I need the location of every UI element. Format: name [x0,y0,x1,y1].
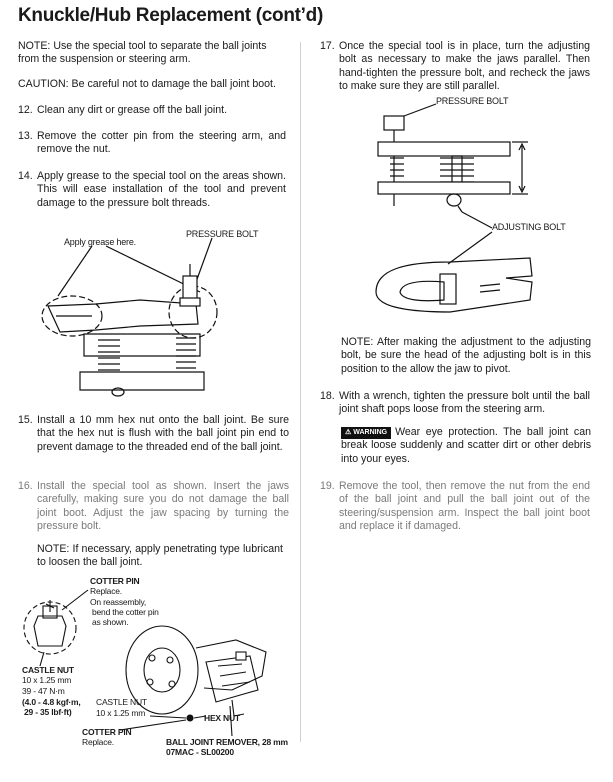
step-number: 16. [18,480,33,492]
cotter-pin-title: COTTER PIN [90,576,140,586]
note-adjusting-bolt: NOTE: After making the adjustment to the adjusting bolt, be sure the head of the adjusting bolt is in this position to the allow the jaw to pivot. [341,336,591,375]
step-text: Remove the tool, then remove the nut from the end of the ball joint and pull the ball joint out of the steering/suspension arm. Inspect the ball joint boot and replace it if damaged. [339,480,590,533]
apply-grease-label: Apply grease here. [64,237,136,247]
step-text: Remove the cotter pin from the steering arm, and remove the nut. [37,130,286,156]
step-number: 13. [18,130,33,142]
cotter-pin-replace: Replace. [90,586,122,596]
torque-lbfft: 29 - 35 lbf·ft) [24,707,72,717]
torque-nm: 39 - 47 N·m [22,686,65,696]
cotter-pin-2-replace: Replace. [82,737,114,747]
note-lubricant: NOTE: If necessary, apply penetrating type lubricant to loosen the ball joint. [37,543,283,569]
castle-nut-2-size: 10 x 1.25 mm [96,708,146,718]
step-number: 19. [320,480,335,492]
caution-boot: CAUTION: Be careful not to damage the ball joint boot. [18,78,276,90]
remover-part-number: 07MAC - SL00200 [166,747,234,757]
step-number: 15. [18,414,33,426]
castle-nut-size: 10 x 1.25 mm [22,675,72,685]
reassembly-line-1: On reassembly, [90,597,147,607]
step-text: Clean any dirt or grease off the ball joint. [37,104,228,116]
note-special-tool: NOTE: Use the special tool to separate the ball joints from the suspension or steering arm. [18,40,267,66]
page-title: Knuckle/Hub Replacement (cont’d) [18,5,323,26]
torque-kgfm: (4.0 - 4.8 kgf·m, [22,697,81,707]
pressure-bolt-label: PRESSURE BOLT [186,229,259,239]
hex-nut-label: HEX NUT [204,713,240,723]
step-number: 12. [18,104,33,116]
warning-text: Wear eye protection. The ball joint can break loose suddenly and scatter dirt or other debris into your eyes. [341,426,591,465]
castle-nut-title: CASTLE NUT [22,665,74,675]
step-text: With a wrench, tighten the pressure bolt until the ball joint shaft pops loose from the steering arm. [339,390,590,416]
castle-nut-2-title: CASTLE NUT [96,697,147,707]
reassembly-line-3: as shown. [92,617,129,627]
step-number: 18. [320,390,335,402]
cotter-pin-2-title: COTTER PIN [82,727,132,737]
adjusting-bolt-label: ADJUSTING BOLT [492,222,566,232]
reassembly-line-2: bend the cotter pin [92,607,159,617]
step-text: Apply grease to the special tool on the areas shown. This will ease installation of the tool and prevent damage to the pressure bolt threads. [37,170,286,209]
remover-name: BALL JOINT REMOVER, 28 mm [166,737,288,747]
step-text: Install the special tool as shown. Insert the jaws carefully, making sure you do not damage the ball joint boot. Adjust the jaw spacing by turning the pressure bolt. [37,480,289,533]
warning-badge-text: WARNING [353,429,388,436]
pressure-bolt-label-2: PRESSURE BOLT [436,96,509,106]
step-text: Install a 10 mm hex nut onto the ball joint. Be sure that the hex nut is flush with the ball joint pin end to prevent damage to the threaded end of the ball joint. [37,414,289,453]
warning-badge: ⚠ WARNING [341,427,391,439]
step-number: 17. [320,40,335,52]
step-text: Once the special tool is in place, turn the adjusting bolt as necessary to make the jaws parallel. Then hand-tighten the pressure bolt, and recheck the jaws to make sure they are still parallel. [339,40,590,93]
step-number: 14. [18,170,33,182]
